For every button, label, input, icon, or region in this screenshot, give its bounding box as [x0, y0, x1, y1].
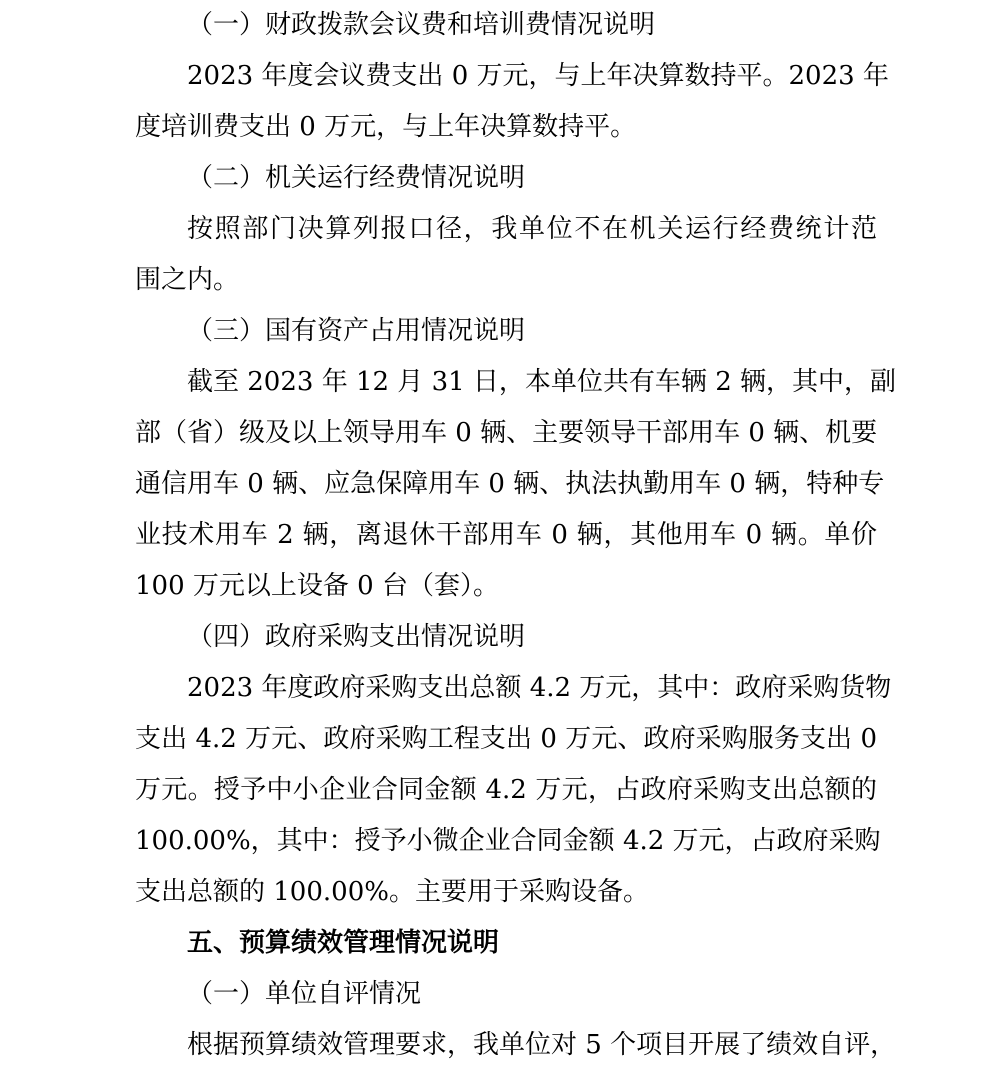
- paragraph-line: 按照部门决算列报口径，我单位不在机关运行经费统计范: [187, 214, 877, 244]
- section-heading-meeting-training: （一）财政拨款会议费和培训费情况说明: [187, 10, 656, 40]
- paragraph-line: 万元。授予中小企业合同金额 4.2 万元，占政府采购支出总额的: [135, 775, 877, 805]
- paragraph-line: 100.00%，其中：授予小微企业合同金额 4.2 万元，占政府采购: [135, 826, 881, 856]
- section-heading-state-assets: （三）国有资产占用情况说明: [187, 316, 526, 346]
- section-heading-procurement: （四）政府采购支出情况说明: [187, 622, 526, 652]
- paragraph-line: 围之内。: [135, 265, 240, 295]
- paragraph-line: 业技术用车 2 辆，离退休干部用车 0 辆，其他用车 0 辆。单价: [135, 520, 877, 550]
- section-heading-self-evaluation: （一）单位自评情况: [187, 979, 422, 1009]
- paragraph-line: 2023 年度政府采购支出总额 4.2 万元，其中：政府采购货物: [187, 673, 892, 703]
- paragraph-line: 支出 4.2 万元、政府采购工程支出 0 万元、政府采购服务支出 0: [135, 724, 877, 754]
- paragraph-line: 截至 2023 年 12 月 31 日，本单位共有车辆 2 辆，其中，副: [187, 367, 896, 397]
- paragraph-line: 支出总额的 100.00%。主要用于采购设备。: [135, 877, 649, 907]
- paragraph-line: 度培训费支出 0 万元，与上年决算数持平。: [135, 112, 637, 142]
- paragraph-line: 2023 年度会议费支出 0 万元，与上年决算数持平。2023 年: [187, 61, 889, 91]
- chapter-heading-performance: 五、预算绩效管理情况说明: [187, 928, 500, 958]
- paragraph-line: 根据预算绩效管理要求，我单位对 5 个项目开展了绩效自评，: [187, 1030, 897, 1060]
- paragraph-line: 部（省）级及以上领导用车 0 辆、主要领导干部用车 0 辆、机要: [135, 418, 878, 448]
- section-heading-operating-costs: （二）机关运行经费情况说明: [187, 163, 526, 193]
- paragraph-line: 通信用车 0 辆、应急保障用车 0 辆、执法执勤用车 0 辆，特种专: [135, 469, 885, 499]
- paragraph-line: 100 万元以上设备 0 台（套）。: [135, 571, 499, 601]
